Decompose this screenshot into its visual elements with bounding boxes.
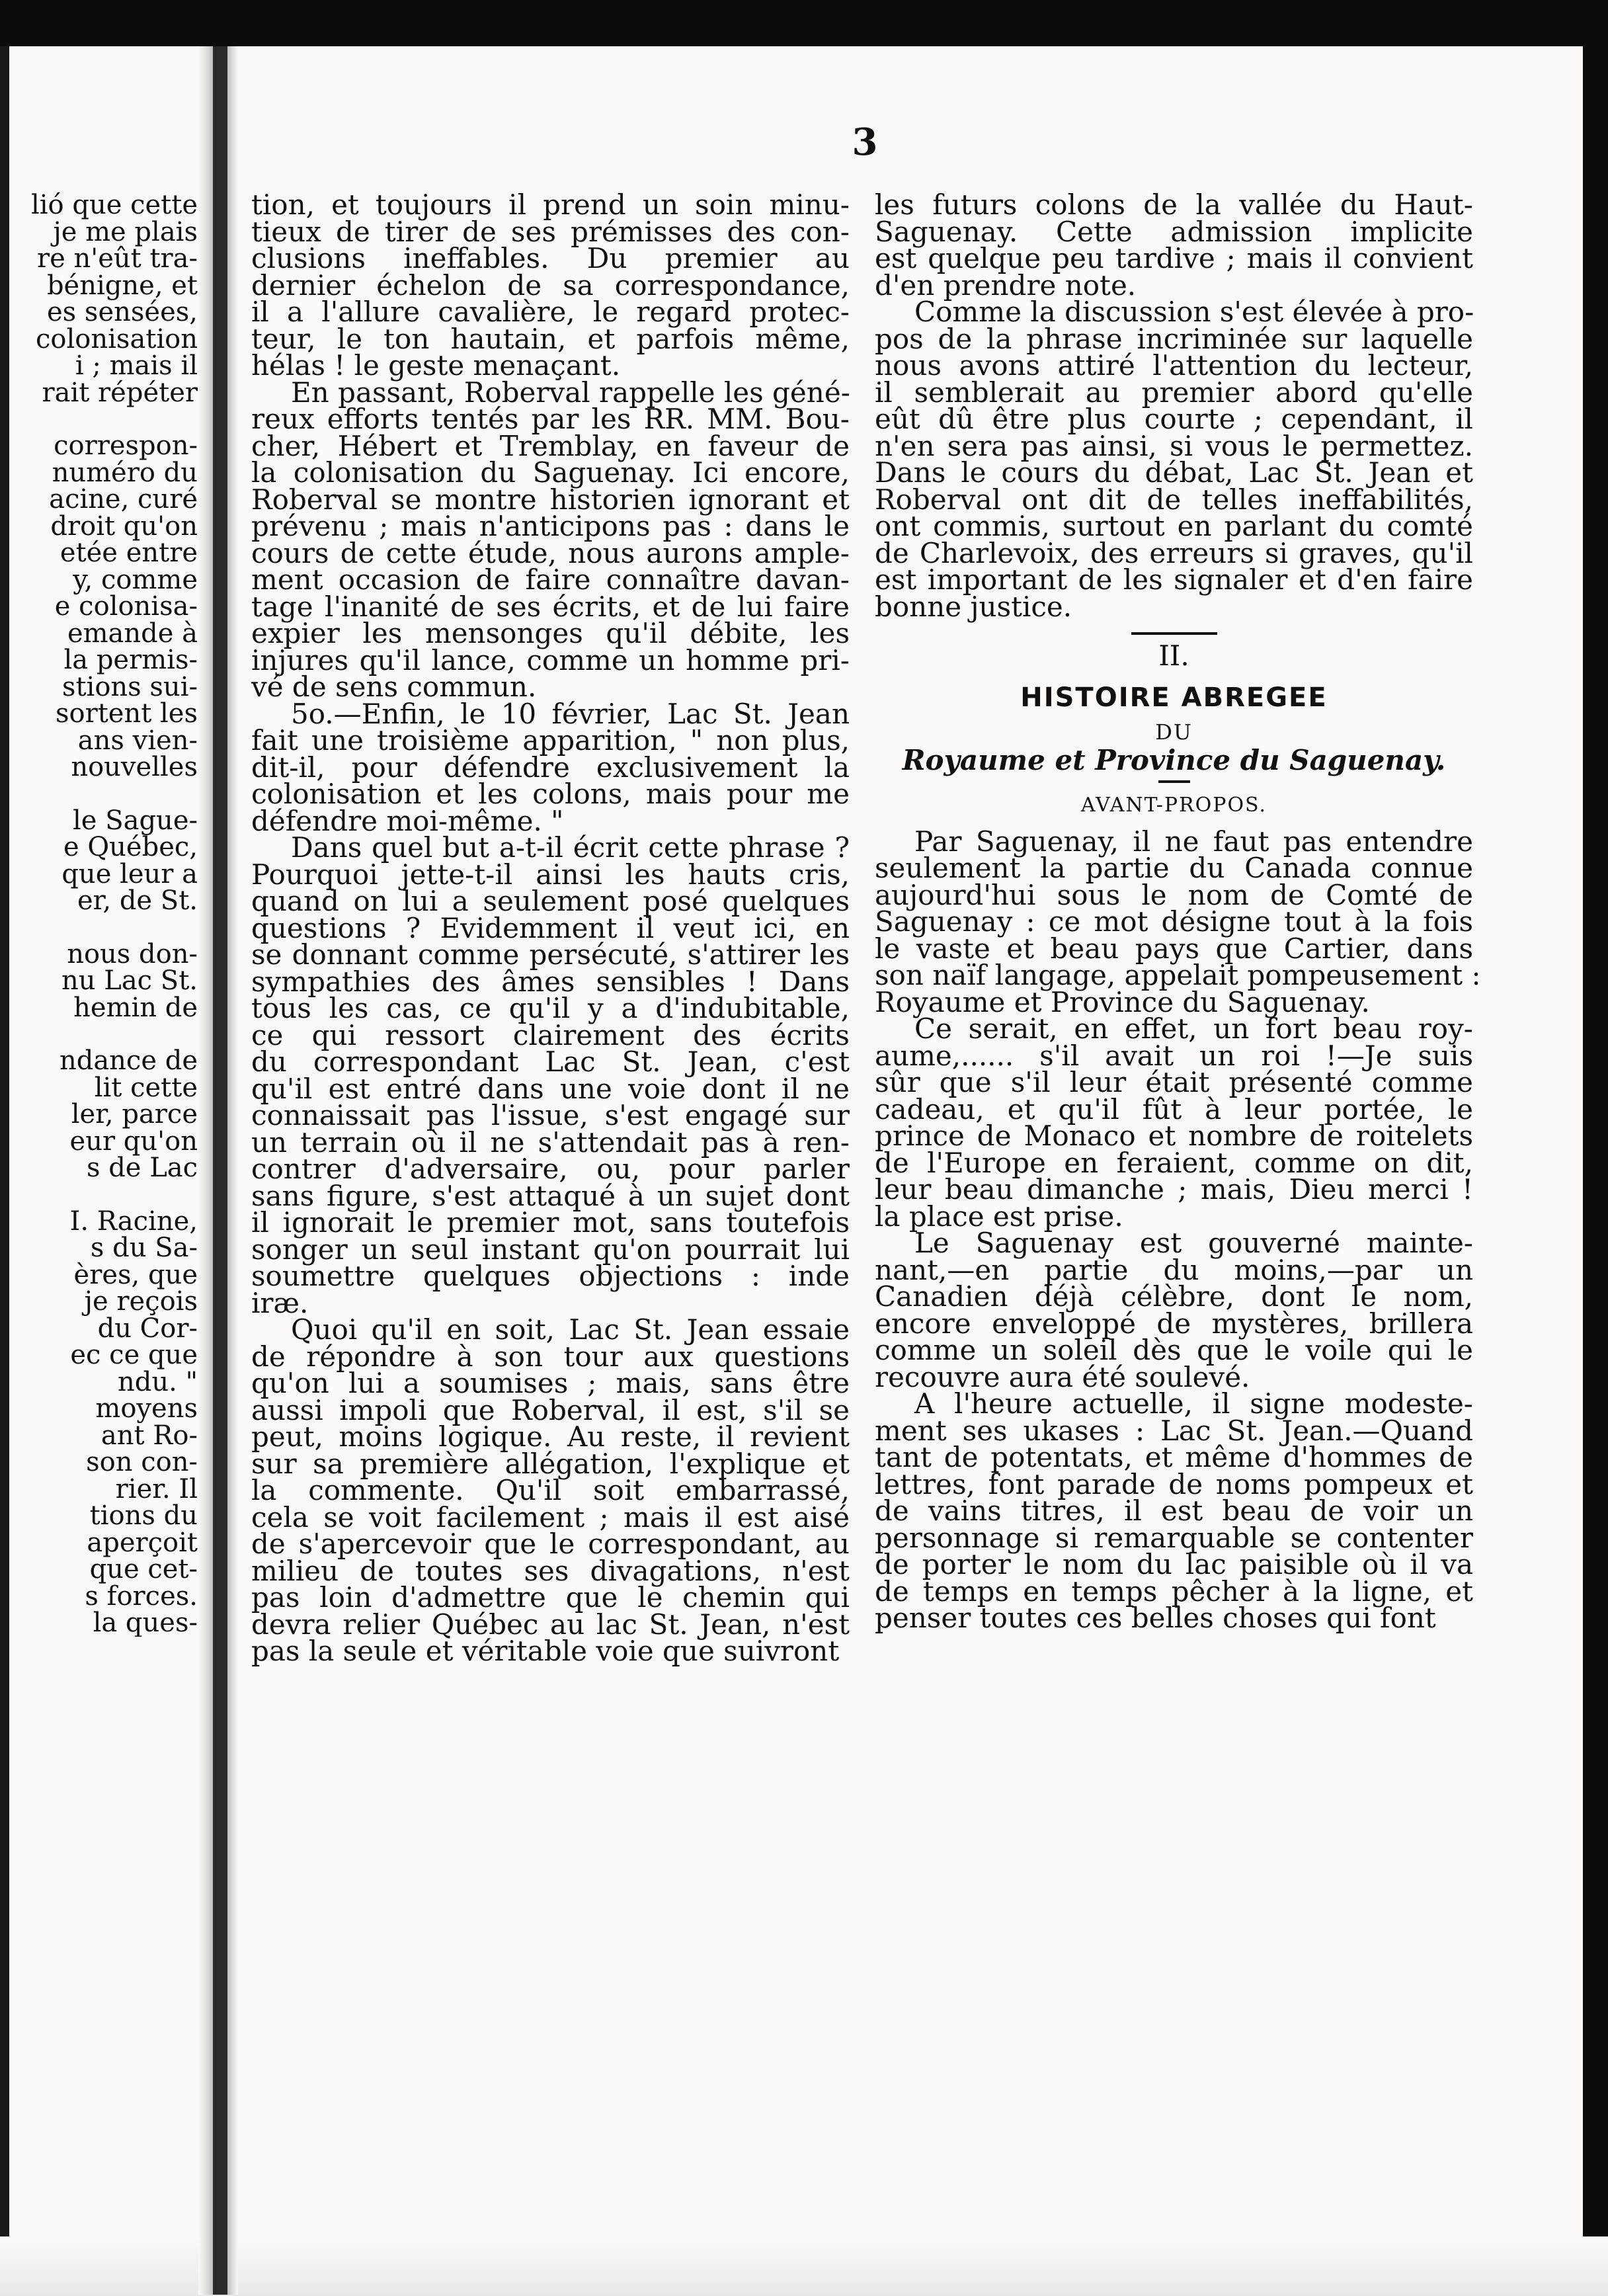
text-line: cours de cette étude, nous aurons ample-: [251, 536, 850, 569]
text-line: les futurs colons de la vallée du Haut-: [875, 188, 1473, 221]
text-line: de répondre à son tour aux questions: [251, 1340, 850, 1373]
text-line: n'en sera pas ainsi, si vous le permettez.: [875, 429, 1473, 462]
text-line: emande à: [67, 618, 198, 649]
text-line: bonne justice.: [875, 590, 1072, 623]
text-line: prévenu ; mais n'anticipons pas : dans le: [251, 510, 850, 542]
text-line: tions du: [89, 1500, 198, 1531]
text-line: clusions ineffables. Du premier au: [251, 242, 850, 274]
text-line: Comme la discussion s'est élevée à pro-: [914, 296, 1474, 328]
text-line: sortent les: [55, 698, 198, 729]
text-line: nous don-: [67, 938, 198, 969]
text-line: lió que cette: [30, 192, 198, 220]
text-line: expier les mensonges qu'il débite, les: [251, 617, 850, 649]
text-line: vé de sens commun.: [251, 671, 537, 703]
text-line: du Cor-: [97, 1313, 198, 1344]
text-line: ant Ro-: [100, 1420, 198, 1451]
scan-border-top: [0, 0, 1608, 46]
text-line: cela se voit facilement ; mais il est aisé: [251, 1500, 850, 1534]
scan-border-right: [1583, 0, 1608, 2296]
text-line: la place est prise.: [875, 1200, 1123, 1233]
text-line: Roberval ont dit de telles ineffabilités,: [875, 483, 1473, 516]
text-line: de vains titres, il est beau de voir un: [875, 1495, 1473, 1527]
text-line: sûr que s'il leur était présenté comme: [875, 1066, 1473, 1098]
text-line: En passant, Roberval rappelle les géné-: [291, 376, 850, 409]
text-line: que cet-: [89, 1554, 198, 1584]
text-line: sans figure, s'est attaqué à un sujet dont: [251, 1179, 850, 1212]
right-text-column: [875, 188, 1481, 1634]
text-line: nous avons attiré l'attention du lecteur,: [875, 349, 1473, 382]
text-line: hemin de: [73, 992, 198, 1023]
text-line: droit qu'on: [50, 511, 198, 542]
text-line: aussi impoli que Roberval, il est, s'il se: [251, 1393, 850, 1426]
avant-propos-heading: AVANT-PROPOS.: [1080, 794, 1267, 817]
text-line: ndu. ": [118, 1366, 198, 1397]
text-line: ndance de: [59, 1046, 198, 1076]
text-line: er, de St.: [77, 885, 198, 916]
text-line: soumettre quelques objections : inde: [251, 1260, 850, 1292]
text-line: milieu de toutes ses divagations, n'est: [251, 1554, 850, 1587]
text-line: Canadien déjà célèbre, dont le nom,: [875, 1280, 1473, 1313]
text-line: [9, 1021, 198, 1047]
text-line: eût dû être plus courte ; cependant, il: [875, 403, 1473, 435]
text-line: dit-il, pour défendre exclusivement la: [251, 751, 850, 784]
text-line: correspon-: [54, 430, 198, 461]
text-line: Saguenay. Cette admission implicite: [875, 215, 1473, 248]
text-line: Ce serait, en effet, un fort beau roy-: [914, 1012, 1473, 1045]
text-line: ment ses ukases : Lac St. Jean.—Quand: [875, 1414, 1473, 1447]
text-line: d'en prendre note.: [875, 268, 1137, 302]
text-line: seulement la partie du Canada connue: [875, 852, 1473, 884]
text-line: son con-: [86, 1447, 198, 1477]
text-line: tion, et toujours il prend un soin minu-: [251, 188, 850, 221]
text-line: pas la seule et véritable voie que suivront: [251, 1635, 840, 1667]
text-line: ont commis, surtout en parlant du comté: [875, 510, 1473, 542]
text-line: Royaume et Province du Saguenay.: [875, 985, 1370, 1018]
text-line: i ; mais il: [75, 350, 198, 381]
section-title: HISTOIRE ABREGEE: [1020, 682, 1328, 713]
text-line: qu'on lui a soumises ; mais, sans être: [251, 1367, 850, 1399]
text-line: aume,...... s'il avait un roi !—Je suis: [875, 1039, 1473, 1072]
text-line: personnage si remarquable se contenter: [875, 1521, 1473, 1554]
text-line: ce qui ressort clairement des écrits: [251, 1018, 850, 1051]
text-line: [9, 1182, 198, 1208]
text-line: s forces.: [85, 1580, 198, 1612]
text-line: ères, que: [73, 1259, 198, 1290]
previous-page-fragment-column: [9, 192, 198, 1637]
text-line: A l'heure actuelle, il signe modeste-: [914, 1387, 1473, 1420]
text-line: de s'apercevoir que le correspondant, au: [251, 1528, 850, 1560]
text-line: quand on lui a seulement posé quelques: [251, 885, 850, 917]
text-line: eur qu'on: [69, 1126, 198, 1157]
scan-bottom-shade: [0, 2236, 1608, 2296]
text-line: [9, 915, 198, 941]
text-line: la commente. Qu'il soit embarrassé,: [251, 1474, 850, 1506]
text-line: lit cette: [94, 1072, 198, 1103]
text-line: prince de Monaco et nombre de roitelets: [875, 1120, 1473, 1152]
text-line: hélas ! le geste menaçant.: [251, 349, 621, 382]
subtitle-divider-rule: [1158, 780, 1190, 783]
section-title-connector: DU: [1155, 719, 1193, 745]
text-line: iræ.: [251, 1286, 309, 1319]
text-line: ec ce que: [70, 1340, 198, 1370]
text-line: y, comme: [73, 564, 198, 595]
section-number: II.: [1158, 639, 1189, 672]
text-line: nant,—en partie du moins,—par un: [875, 1253, 1473, 1286]
text-line: penser toutes ces belles choses qui font: [875, 1602, 1436, 1634]
text-line: e colonisa-: [54, 591, 198, 622]
text-line: injures qu'il lance, comme un homme pri-: [251, 643, 850, 676]
text-line: lettres, font parade de noms pompeux et: [875, 1467, 1473, 1500]
text-line: il ignorait le premier mot, sans toutefois: [251, 1206, 850, 1239]
text-line: songer un seul instant qu'on pourrait lui: [251, 1233, 850, 1266]
text-line: Dans quel but a-t-il écrit cette phrase ?: [291, 831, 850, 864]
text-line: il a l'allure cavalière, le regard protec-: [251, 296, 850, 328]
text-line: es sensées,: [47, 297, 198, 327]
text-line: son naïf langage, appelait pompeusement :: [875, 959, 1481, 991]
text-line: fait une troisième apparition, " non plus,: [251, 724, 850, 757]
text-line: I. Racine,: [69, 1206, 198, 1237]
text-line: comme un soleil dès que le voile qui le: [875, 1334, 1473, 1366]
text-line: se donnant comme persécuté, s'attirer les: [251, 938, 850, 971]
text-line: Pourquoi jette-t-il ainsi les hauts cris,: [251, 858, 850, 891]
text-line: colonisation: [36, 323, 198, 354]
text-line: etée entre: [60, 538, 198, 568]
text-line: encore enveloppé de mystères, brillera: [875, 1307, 1473, 1340]
text-line: 5o.—Enfin, le 10 février, Lac St. Jean: [291, 697, 850, 730]
text-line: je me plais: [53, 216, 198, 247]
text-line: rait répéter: [42, 377, 198, 408]
text-line: moyens: [95, 1393, 198, 1424]
text-line: le vaste et beau pays que Cartier, dans: [875, 932, 1473, 965]
text-line: pos de la phrase incriminée sur laquelle: [875, 322, 1473, 355]
text-line: tous les cas, ce qu'il y a d'indubitable,: [251, 992, 850, 1024]
text-line: stions sui-: [61, 671, 198, 702]
text-line: recouvre aura été soulevé.: [875, 1360, 1250, 1393]
text-line: nouvelles: [71, 752, 198, 782]
right-column-body-text: [875, 825, 1481, 1634]
text-line: Le Saguenay est gouverné mainte-: [914, 1227, 1473, 1259]
text-line: un terrain où il ne s'attendait pas à ren-: [251, 1126, 850, 1159]
text-line: sur sa première allégation, l'explique et: [251, 1447, 850, 1480]
text-line: peut, moins logique. Au reste, il revient: [251, 1420, 850, 1453]
text-line: que leur a: [61, 858, 198, 889]
text-line: nu Lac St.: [61, 965, 198, 996]
text-line: [9, 406, 198, 432]
text-line: questions ? Evidemment il veut ici, en: [251, 911, 850, 944]
text-line: contrer d'adversaire, ou, pour parler: [251, 1153, 850, 1185]
page-number: 3: [852, 120, 878, 164]
text-line: ment occasion de faire connaître davan-: [251, 563, 850, 596]
text-line: le Sague-: [73, 805, 198, 836]
text-line: ans vien-: [77, 725, 198, 756]
text-line: de porter le nom du lac paisible où il va: [875, 1548, 1473, 1580]
text-line: aujourd'hui sous le nom de Comté de: [875, 878, 1473, 911]
text-line: reux efforts tentés par les RR. MM. Bou-: [251, 403, 850, 435]
text-line: leur beau dimanche ; mais, Dieu merci !: [875, 1173, 1473, 1206]
text-line: re n'eût tra-: [36, 243, 198, 274]
text-line: Roberval se montre historien ignorant et: [251, 483, 850, 516]
text-line: est important de les signaler et d'en faire: [875, 563, 1473, 596]
text-line: aperçoit: [87, 1527, 198, 1558]
text-line: la permis-: [63, 645, 198, 675]
text-line: rier. Il: [115, 1473, 198, 1504]
text-line: de Charlevoix, des erreurs si graves, qu'il: [875, 536, 1473, 569]
text-line: tage l'inanité de ses écrits, et de lui faire: [251, 590, 850, 623]
text-line: Par Saguenay, il ne faut pas entendre: [914, 825, 1473, 858]
text-line: cher, Hébert et Tremblay, en faveur de: [251, 429, 850, 462]
text-line: de l'Europe en feraient, comme on dit,: [875, 1146, 1473, 1179]
text-line: sympathies des âmes sensibles ! Dans: [251, 965, 850, 998]
text-line: dernier échelon de sa correspondance,: [251, 268, 850, 302]
scan-border-left: [0, 46, 9, 2295]
text-line: défendre moi-même. ": [251, 804, 564, 837]
binding-gutter-line: [213, 46, 227, 2295]
text-line: Saguenay : ce mot désigne tout à la fois: [875, 905, 1473, 938]
text-line: qu'il est entré dans une voie dont il ne: [251, 1072, 850, 1105]
text-line: Quoi qu'il en soit, Lac St. Jean essaie: [291, 1313, 850, 1346]
section-divider-rule: [1131, 632, 1217, 635]
text-line: connaissait pas l'issue, s'est engagé sur: [251, 1099, 850, 1131]
text-line: tieux de tirer de ses prémisses des con-: [251, 215, 850, 248]
text-line: la colonisation du Saguenay. Ici encore,: [251, 456, 850, 489]
section-subtitle: Royaume et Province du Saguenay.: [902, 743, 1446, 776]
text-line: tant de potentats, et même d'hommes de: [875, 1441, 1473, 1473]
text-line: je reçois: [84, 1286, 198, 1317]
text-line: [9, 781, 198, 807]
right-column-top-text: [875, 188, 1474, 623]
text-line: il semblerait au premier abord qu'elle: [875, 376, 1473, 409]
text-line: ler, parce: [71, 1099, 198, 1129]
middle-text-column: [251, 188, 850, 1667]
text-line: numéro du: [52, 457, 198, 488]
text-line: la ques-: [93, 1608, 198, 1637]
text-line: bénigne, et: [46, 270, 198, 301]
text-line: s du Sa-: [90, 1233, 198, 1263]
text-line: s de Lac: [86, 1153, 198, 1183]
text-line: colonisation et les colons, mais pour me: [251, 778, 850, 810]
text-line: est quelque peu tardive ; mais il convient: [875, 242, 1473, 274]
text-line: teur, le ton hautain, et parfois même,: [251, 322, 850, 355]
text-line: pas loin d'admettre que le chemin qui: [251, 1581, 850, 1614]
text-line: acine, curé: [49, 484, 198, 514]
text-line: e Québec,: [63, 832, 198, 862]
text-line: du correspondant Lac St. Jean, c'est: [251, 1046, 850, 1078]
text-line: devra relier Québec au lac St. Jean, n'est: [251, 1608, 850, 1641]
text-line: Dans le cours du débat, Lac St. Jean et: [875, 456, 1473, 489]
text-line: de temps en temps pêcher à la ligne, et: [875, 1575, 1473, 1608]
text-line: cadeau, et qu'il fût à leur portée, le: [875, 1092, 1473, 1126]
